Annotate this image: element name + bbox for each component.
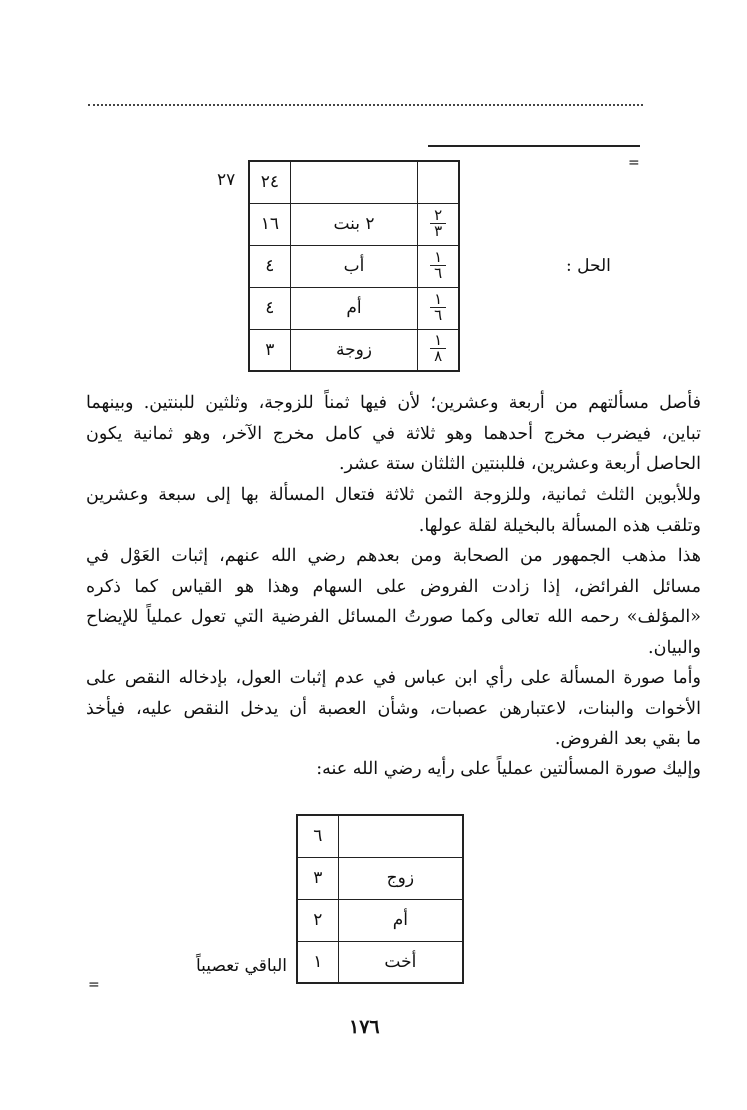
heir-cell: أم bbox=[338, 899, 463, 941]
share-cell: ١٦ bbox=[249, 203, 290, 245]
text-line: فأصل مسألتهم من أربعة وعشرين؛ لأن فيها ثمناً للزوجة، وثلثين للبنتين. وبينهما bbox=[86, 393, 701, 413]
text-line: الحاصل أربعة وعشرين، فللبنتين الثلثان ستة عشر. bbox=[338, 454, 701, 474]
heir-cell: ٢ بنت bbox=[290, 203, 418, 245]
text-line: وللأبوين الثلث ثمانية، وللزوجة الثمن ثلاثة فتعال المسألة بها إلى سبعة وعشرين bbox=[86, 485, 702, 505]
share-cell: ٣ bbox=[297, 857, 338, 899]
fraction-cell bbox=[418, 245, 459, 287]
heir-cell: أم bbox=[290, 287, 418, 329]
heir-cell: زوج bbox=[338, 857, 463, 899]
fraction bbox=[430, 333, 446, 364]
fraction bbox=[430, 247, 446, 282]
heir-cell: زوجة bbox=[290, 329, 418, 371]
body-paragraph bbox=[86, 388, 701, 480]
share-cell: ٦ bbox=[297, 815, 338, 857]
text-line: وإليك صورة المسألتين عملياً على رأيه رضي الله عنه: bbox=[316, 759, 701, 779]
text-line: والبيان. bbox=[648, 637, 701, 658]
section-rule bbox=[428, 145, 640, 147]
share-cell: ٢ bbox=[297, 899, 338, 941]
body-paragraph bbox=[86, 480, 701, 541]
table-row bbox=[249, 245, 459, 287]
text-line: وأما صورة المسألة على رأي ابن عباس في عدم إثبات العول، بإدخاله النقص على bbox=[86, 668, 701, 688]
fraction-denominator: ٦ bbox=[434, 305, 443, 324]
share-cell: ٤ bbox=[249, 287, 290, 329]
heir-cell bbox=[338, 815, 463, 857]
fraction-cell bbox=[418, 329, 459, 371]
fraction-numerator: ١ bbox=[430, 292, 446, 308]
table-row bbox=[249, 329, 459, 371]
solution-label: الحل : bbox=[566, 256, 611, 276]
dotted-separator bbox=[88, 104, 643, 106]
fraction-numerator: ٢ bbox=[430, 208, 446, 224]
table-row bbox=[297, 857, 463, 899]
page-number: ١٧٦ bbox=[349, 1016, 380, 1038]
fraction bbox=[430, 289, 446, 324]
text-line: مسائل الفرائض، إذا زادت الفروض على السهام وهذا هو القياس كما ذكره bbox=[86, 576, 701, 597]
table-row bbox=[249, 287, 459, 329]
margin-mark-bottom: = bbox=[88, 977, 100, 993]
inheritance-table-ibn-abbas bbox=[296, 814, 464, 984]
heir-cell bbox=[290, 161, 418, 203]
share-cell: ٤ bbox=[249, 245, 290, 287]
remainder-note: الباقي تعصيباً bbox=[196, 956, 288, 976]
fraction-cell bbox=[418, 203, 459, 245]
table-header-row bbox=[249, 161, 459, 203]
margin-mark-top: = bbox=[628, 155, 640, 171]
inheritance-table-awl bbox=[248, 160, 460, 372]
text-line: الأخوات والبنات، لاعتبارهن عصبات، وشأن العصبة أن يدخل النقص عليه، فيأخذ bbox=[86, 698, 701, 719]
fraction-numerator: ١ bbox=[430, 333, 446, 349]
fraction-numerator: ١ bbox=[430, 250, 446, 266]
table-row bbox=[297, 899, 463, 941]
fraction bbox=[430, 205, 446, 240]
share-cell: ٢٤ bbox=[249, 161, 290, 203]
heir-cell: أب bbox=[290, 245, 418, 287]
heir-cell: أخت bbox=[338, 941, 463, 983]
share-cell: ١ bbox=[297, 941, 338, 983]
fraction-denominator: ٣ bbox=[434, 221, 443, 240]
fraction-denominator: ٨ bbox=[434, 347, 443, 366]
text-line: ما بقي بعد الفروض. bbox=[554, 729, 701, 749]
text-line: «المؤلف» رحمه الله تعالى وكما صورتُ المسائل الفرضية التي تعول عملياً للإيضاح bbox=[86, 607, 701, 627]
body-paragraph bbox=[86, 541, 701, 663]
table-header-row bbox=[297, 815, 463, 857]
share-cell: ٣ bbox=[249, 329, 290, 371]
body-paragraph bbox=[86, 754, 701, 785]
text-line: تباين، فيضرب مخرج أحدهما وهو ثلاثة في كامل مخرج الآخر، وهو ثمانية يكون bbox=[86, 423, 701, 444]
text-line: هذا مذهب الجمهور من الصحابة ومن بعدهم رضي الله عنهم، إثبات العَوْل في bbox=[86, 546, 701, 566]
table-row bbox=[297, 941, 463, 983]
fraction-denominator: ٦ bbox=[434, 263, 443, 282]
text-line: وتلقب هذه المسألة بالبخيلة لقلة عولها. bbox=[418, 515, 701, 536]
fraction-cell bbox=[418, 287, 459, 329]
body-paragraph bbox=[86, 663, 701, 755]
table-row bbox=[249, 203, 459, 245]
overflow-total: ٢٧ bbox=[217, 170, 236, 190]
fraction-cell bbox=[418, 161, 459, 203]
